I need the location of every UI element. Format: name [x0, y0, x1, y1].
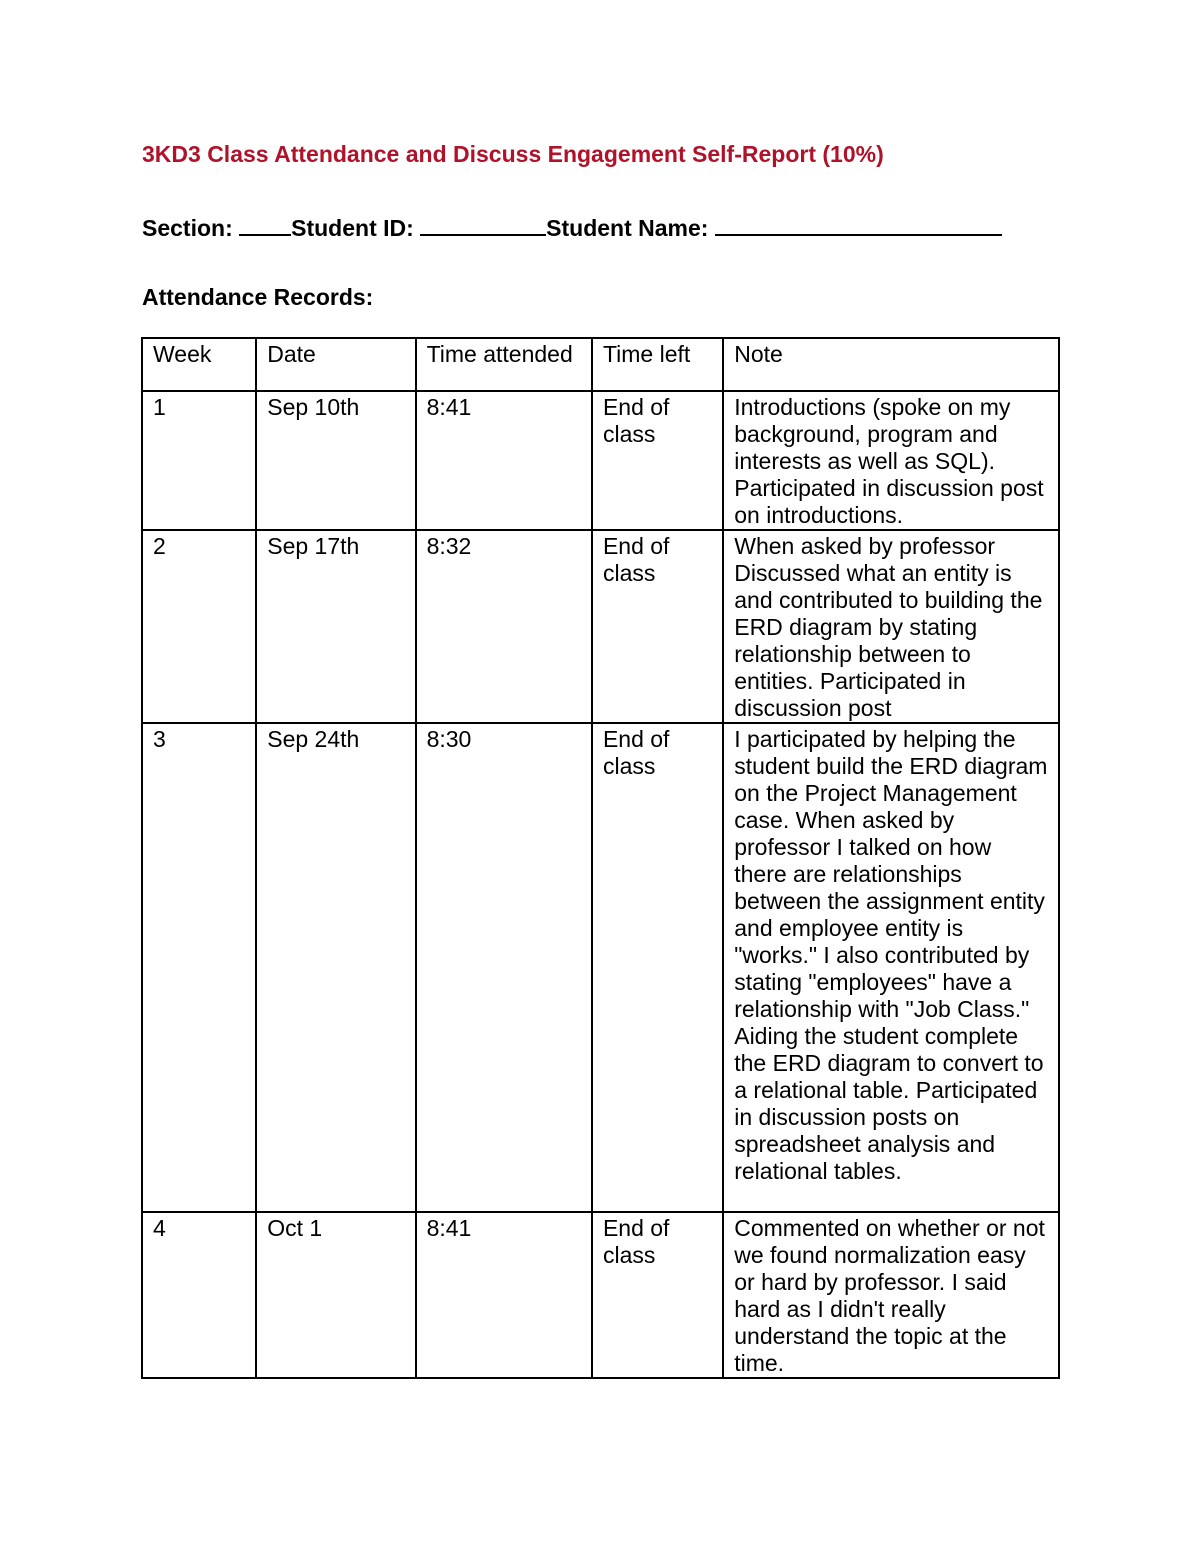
student-name-field[interactable]	[715, 212, 1002, 236]
cell-time-attended: 8:30	[416, 723, 592, 1212]
student-name-label: Student Name:	[546, 215, 709, 241]
cell-note: Commented on whether or not we found normalization easy or hard by professor. I said hard as I didn't really understand the topic at the time.	[723, 1212, 1059, 1378]
table-row	[142, 1212, 1059, 1378]
table-row	[142, 391, 1059, 530]
cell-week: 3	[142, 723, 256, 1212]
cell-date: Sep 24th	[256, 723, 415, 1212]
attendance-heading: Attendance Records:	[142, 284, 374, 310]
section-label: Section:	[142, 215, 233, 241]
section-field[interactable]	[239, 212, 291, 236]
cell-time-left: End of class	[592, 1212, 723, 1378]
cell-week: 2	[142, 530, 256, 723]
header-time-left: Time left	[592, 338, 723, 391]
cell-date: Sep 10th	[256, 391, 415, 530]
header-note: Note	[723, 338, 1059, 391]
cell-week: 4	[142, 1212, 256, 1378]
header-week: Week	[142, 338, 256, 391]
cell-note: When asked by professor Discussed what an entity is and contributed to building the ERD diagram by stating relationship between to entities. Participated in discussion post	[723, 530, 1059, 723]
student-id-label: Student ID:	[291, 215, 414, 241]
header-time-attended: Time attended	[416, 338, 592, 391]
cell-time-left: End of class	[592, 530, 723, 723]
header-date: Date	[256, 338, 415, 391]
cell-time-left: End of class	[592, 391, 723, 530]
student-info-line	[142, 212, 1002, 242]
cell-week: 1	[142, 391, 256, 530]
table-row	[142, 530, 1059, 723]
attendance-table	[141, 337, 1060, 1379]
cell-date: Sep 17th	[256, 530, 415, 723]
cell-time-attended: 8:32	[416, 530, 592, 723]
student-id-field[interactable]	[420, 212, 546, 236]
table-header-row	[142, 338, 1059, 391]
cell-time-left: End of class	[592, 723, 723, 1212]
cell-time-attended: 8:41	[416, 391, 592, 530]
table-row	[142, 723, 1059, 1212]
cell-time-attended: 8:41	[416, 1212, 592, 1378]
cell-date: Oct 1	[256, 1212, 415, 1378]
cell-note: Introductions (spoke on my background, program and interests as well as SQL). Participated in discussion post on introductions.	[723, 391, 1059, 530]
page-title: 3KD3 Class Attendance and Discuss Engagement Self-Report (10%)	[142, 141, 884, 167]
cell-note: I participated by helping the student build the ERD diagram on the Project Management case. When asked by professor I talked on how there are relationships between the assignment entity and employee entity is "works." I also contributed by stating "employees" have a relationship with "Job Class." Aiding the student complete the ERD diagram to convert to a relational table. Participated in discussion posts on spreadsheet analysis and relational tables.	[723, 723, 1059, 1212]
